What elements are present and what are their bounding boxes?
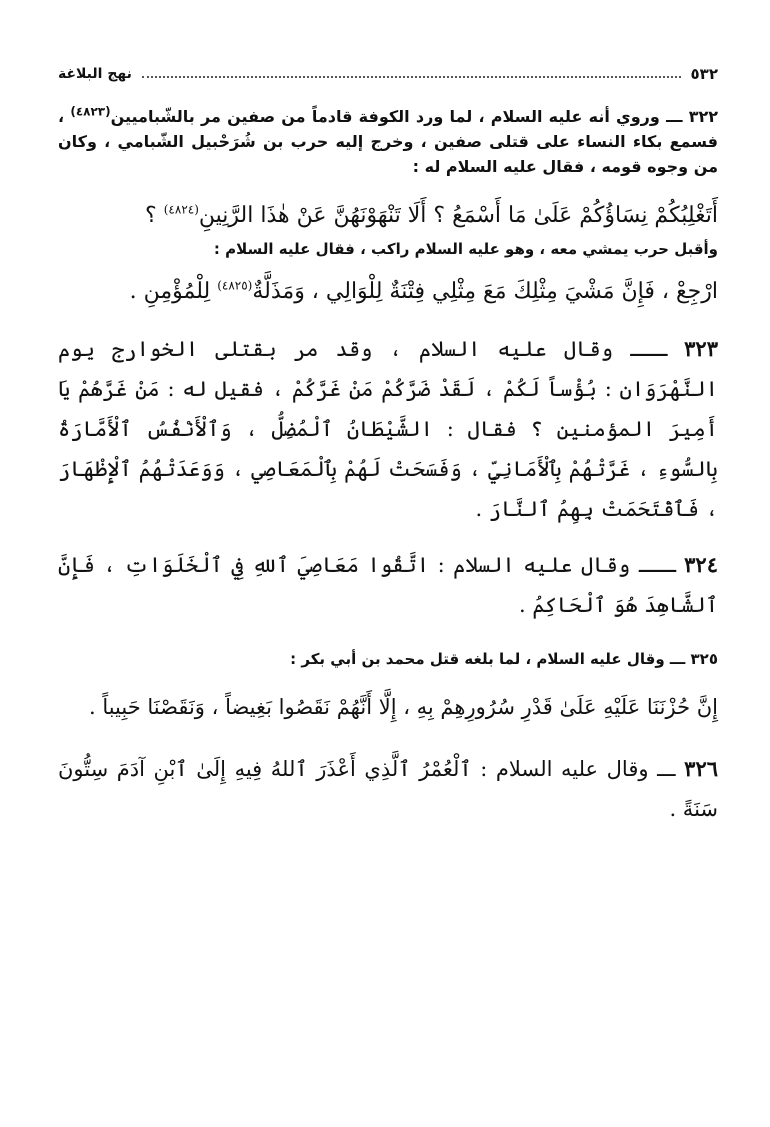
saying-322-quote-1 [58,195,718,237]
saying-324-text: وقال عليه السلام : اتَّقُوا مَعَاصِيَ ٱللهِ فِي ٱلْخَلَوَاتِ ، فَإِنَّ ٱلشَّاهِدَ هُوَ ٱلْحَاكِمُ . [58,553,718,617]
saying-number: ٣٢٣ [684,336,718,361]
saying-number: ٣٢٦ [684,756,719,781]
page [58,62,718,829]
footnote-ref: (٤٨٢٤) [163,202,199,217]
footnote-ref: (٤٨٢٣) [70,104,111,119]
saying-322-middle-intro: وأقبل حرب يمشي معه ، وهو عليه السلام راكب ، فقال عليه السلام : [213,240,718,258]
saying-326-text: وقال عليه السلام : ٱلْعُمْرُ ٱلَّذِي أَعْذَرَ ٱللهُ فِيهِ إِلَىٰ ٱبْنِ آدَمَ سِتُّونَ سَنَةً . [58,757,718,821]
page-header [58,62,718,86]
saying-325-quote: إِنَّ حُزْنَنَا عَلَيْهِ عَلَىٰ قَدْرِ سُرُورِهِمْ بِهِ ، إِلَّا أَنَّهُمْ نَقَصُوا بَغِيضاً ، وَنَقَصْنَا حَبِيباً . [88,695,718,719]
dash: ـــ [630,337,668,361]
footnote-ref: (٤٨٢٥) [217,278,253,293]
saying-322-intro [58,104,718,179]
quote-text-end: لِلْمُؤْمِنِ . [129,279,211,304]
saying-322-intro-text: وروي أنه عليه السلام ، لما ورد الكوفة قادماً من صفين مر بالشّباميين [110,107,660,126]
header-dotted-leader [142,76,681,78]
book-title: نهج البلاغة [58,66,132,82]
saying-number: ٣٢٤ [684,552,718,577]
saying-324 [58,545,718,625]
dash: ـــ [666,107,683,126]
dash: ـــ [669,650,686,668]
saying-number: ٣٢٢ [688,107,719,126]
saying-326 [58,749,718,829]
saying-323-text: وقال عليه السلام ، وقد مر بقتلى الخوارج يوم النَّهْرَوَان : بُؤْساً لَكُمْ ، لَقَدْ ضَرَّكُمْ مَنْ غَرَّكُمْ ، فقيل له : مَنْ غَرَّهُمْ يَا أَمِيرَ المؤمنين ؟ فقال : الشَّيْطَانُ ٱلْمُضِلُّ ، وَٱلْأَنْفُسُ ٱلْأَمَّارَةُ بِالسُّوءِ ، غَرَّتْهُمْ بِٱلْأَمَانِيِّ ، وَفَسَحَتْ لَهُمْ بِٱلْمَعَاصِي ، وَوَعَدَتْهُمُ ٱلْإِظْهَارَ ، فَٱقْتَحَمَتْ بِهِمُ ٱلنَّارَ . [58,337,718,521]
dash: ـــ [657,757,676,781]
quote-text: أَتَغْلِبُكُمْ نِسَاؤُكُمْ عَلَىٰ مَا أَسْمَعُ ؟ أَلَا تَنْهَوْنَهُنَّ عَنْ هٰذَا الرَّنِينِ [198,203,718,228]
saying-322-intro-text-cont: ، فسمع بكاء النساء على قتلى صفين ، وخرج إليه حرب بن شُرَحْبيل الشّبامي ، وكان من وجوه قومه ، فقال عليه السلام له : [58,107,718,176]
dash: ـــ [638,553,676,577]
saying-323 [58,329,718,529]
saying-number: ٣٢٥ [690,650,718,668]
quote-text: ارْجِعْ ، فَإِنَّ مَشْيَ مِثْلِكَ مَعَ مِثْلِي فِتْنَةٌ لِلْوَالِي ، وَمَذَلَّةٌ [252,279,718,304]
page-number: ٥٣٢ [690,65,718,83]
quote-punctuation: ؟ [145,203,157,228]
saying-325-intro [58,647,718,671]
saying-322-quote-2 [58,271,718,313]
saying-325-intro-text: وقال عليه السلام ، لما بلغه قتل محمد بن أبي بكر : [290,650,665,668]
